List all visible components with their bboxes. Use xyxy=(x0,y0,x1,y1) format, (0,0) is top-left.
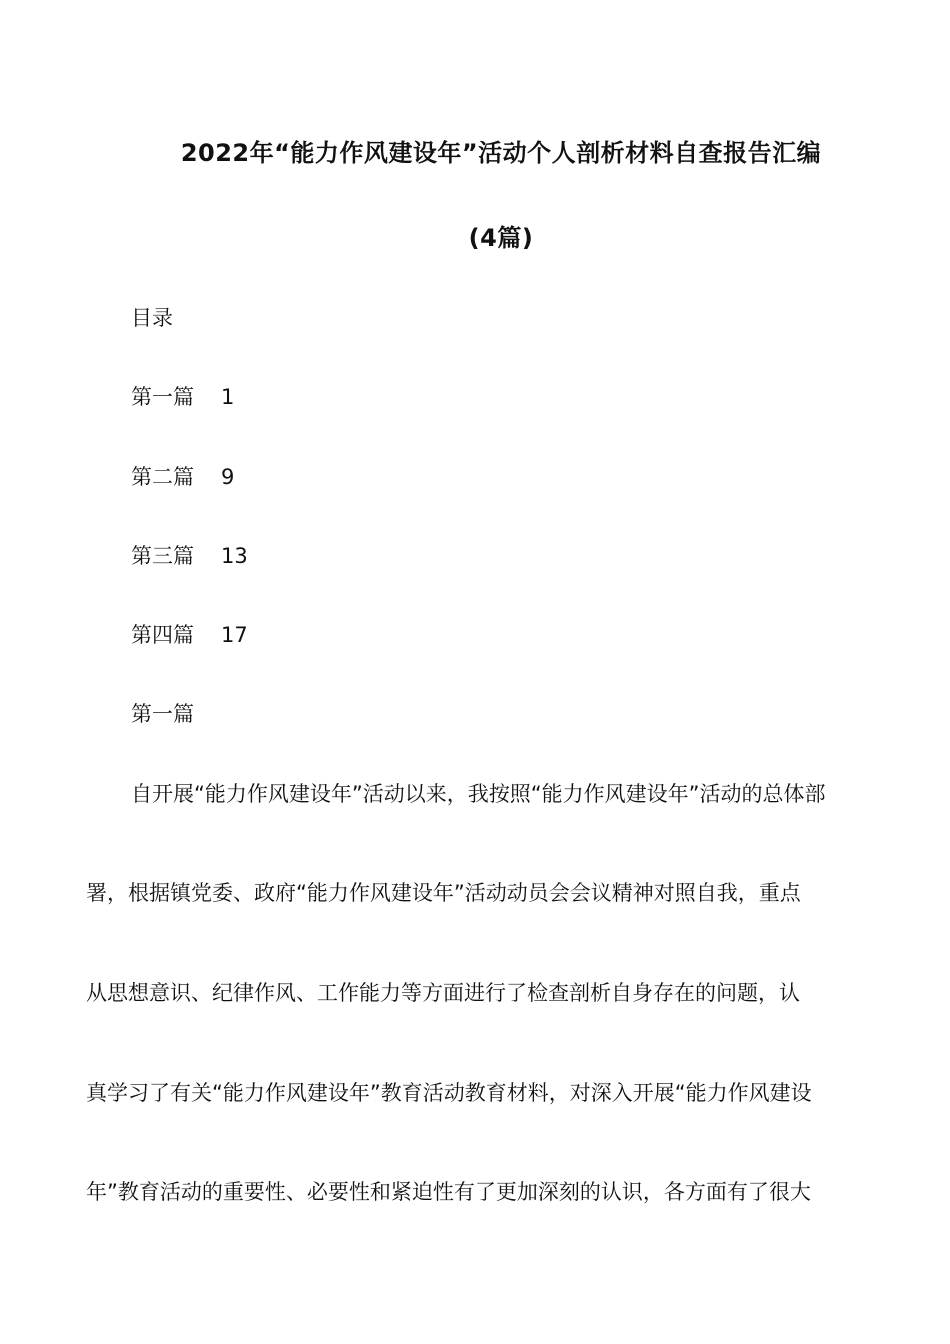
paragraph-line: 自开展“能力作风建设年”活动以来，我按照“能力作风建设年”活动的总体部 xyxy=(131,782,826,806)
toc-entry-page: 1 xyxy=(221,385,235,409)
toc-entry-label: 第二篇 xyxy=(131,465,194,489)
toc-heading: 目录 xyxy=(131,306,173,330)
toc-entry xyxy=(131,540,248,570)
toc-entry-page: 9 xyxy=(221,465,235,489)
toc-entry xyxy=(131,461,234,491)
toc-entry-label: 第一篇 xyxy=(131,385,194,409)
paragraph-line: 从思想意识、纪律作风、工作能力等方面进行了检查剖析自身存在的问题，认 xyxy=(86,981,800,1005)
section-heading: 第一篇 xyxy=(131,702,194,726)
paragraph-line: 真学习了有关“能力作风建设年”教育活动教育材料，对深入开展“能力作风建设 xyxy=(86,1081,812,1105)
toc-entry-label: 第三篇 xyxy=(131,544,194,568)
paragraph-line: 署，根据镇党委、政府“能力作风建设年”活动动员会会议精神对照自我，重点 xyxy=(86,881,801,905)
document-subtitle: (4篇) xyxy=(468,224,534,252)
toc-entry-page: 17 xyxy=(221,623,248,647)
document-title: 2022年“能力作风建设年”活动个人剖析材料自查报告汇编 xyxy=(180,139,822,167)
paragraph-line: 年”教育活动的重要性、必要性和紧迫性有了更加深刻的认识，各方面有了很大 xyxy=(86,1180,811,1204)
toc-entry xyxy=(131,381,234,411)
toc-entry-label: 第四篇 xyxy=(131,623,194,647)
toc-entry-page: 13 xyxy=(221,544,248,568)
toc-entry xyxy=(131,619,248,649)
